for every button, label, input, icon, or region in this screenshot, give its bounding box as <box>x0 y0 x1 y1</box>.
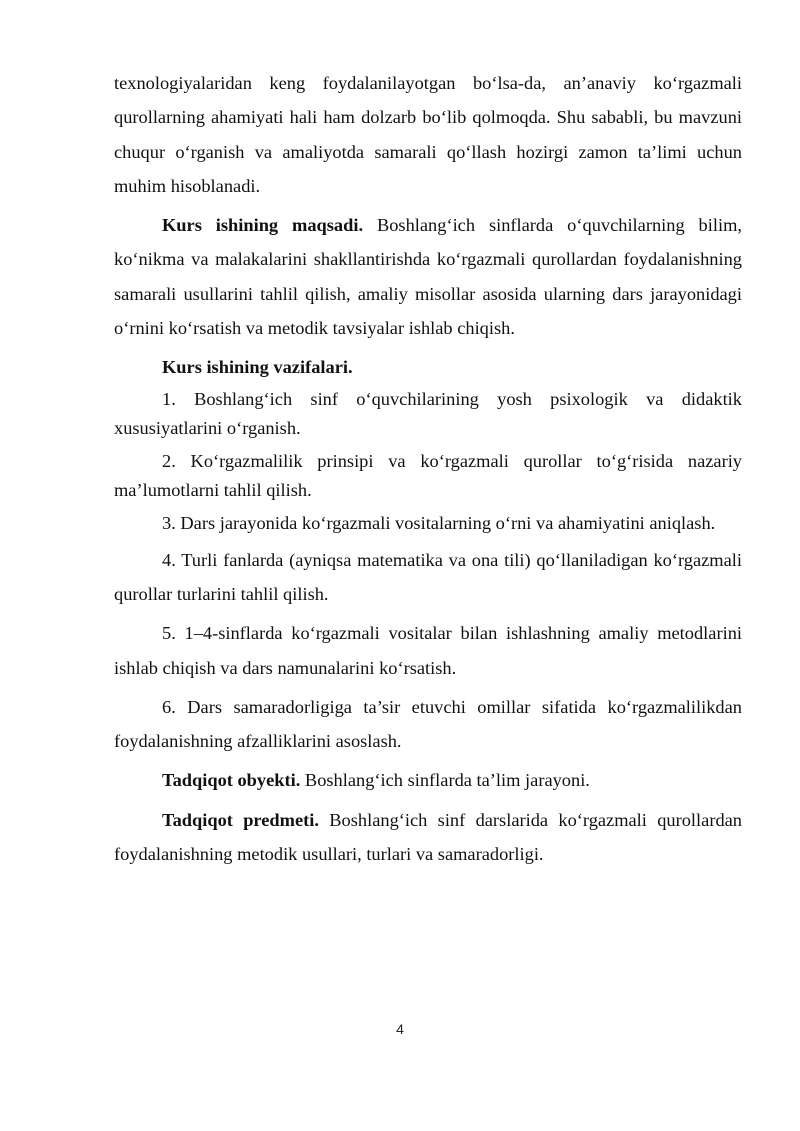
research-object-paragraph <box>114 763 742 797</box>
research-subject-heading: Tadqiqot predmeti. <box>162 809 319 830</box>
task-item: 6. Dars samaradorligiga ta’sir etuvchi omillar sifatida ko‘rgazmalilikdan foydalanishning afzalliklarini asoslash. <box>114 696 742 752</box>
tasks-heading: Kurs ishining vazifalari. <box>162 357 353 378</box>
research-object-heading: Tadqiqot obyekti. <box>162 770 301 791</box>
task-item: 4. Turli fanlarda (ayniqsa matematika va ona tili) qo‘llaniladigan ko‘rgazmali qurollar turlarini tahlil qilish. <box>114 549 742 604</box>
research-object-text: Boshlang‘ich sinflarda ta’lim jarayoni. <box>300 770 590 791</box>
research-subject-paragraph <box>114 803 742 872</box>
goal-paragraph <box>114 208 742 345</box>
task-item: 3. Dars jarayonida ko‘rgazmali vositalarning o‘rni va ahamiyatini aniqlash. <box>162 512 716 533</box>
goal-text: Boshlang‘ich sinflarda o‘quvchilarning bilim, ko‘nikma va malakalarini shakllantirishda ko‘rgazmali qurollardan foydalanishning samarali usullarini tahlil qilish, amaliy misollar asosida ularning dars jarayonidagi o‘rnini ko‘rsatish va metodik tavsiyalar ishlab chiqish. <box>114 215 742 339</box>
goal-heading: Kurs ishining maqsadi. <box>162 215 364 236</box>
task-item: 1. Boshlang‘ich sinf o‘quvchilarining yosh psixologik va didaktik xususiyatlarini o‘rganish. <box>114 388 742 438</box>
research-subject-text: Boshlang‘ich sinf darslarida ko‘rgazmali qurollardan foydalanishning metodik usullari, turlari va samaradorligi. <box>114 809 742 865</box>
page-body <box>114 66 742 871</box>
intro-paragraph: texnologiyalaridan keng foydalanilayotgan bo‘lsa-da, an’anaviy ko‘rgazmali qurollarning ahamiyati hali ham dolzarb bo‘lib qolmoqda. Shu sababli, bu mavzuni chuqur o‘rganish va amaliyotda samarali qo‘llash hozirgi zamon ta’limi uchun muhim hisoblanadi. <box>114 73 742 196</box>
page-number: 4 <box>396 1021 404 1037</box>
task-item: 5. 1–4-sinflarda ko‘rgazmali vositalar bilan ishlashning amaliy metodlarini ishlab chiqish va dars namunalarini ko‘rsatish. <box>114 623 742 678</box>
task-item: 2. Ko‘rgazmalilik prinsipi va ko‘rgazmali qurollar to‘g‘risida nazariy ma’lumotlarni tahlil qilish. <box>114 450 742 500</box>
